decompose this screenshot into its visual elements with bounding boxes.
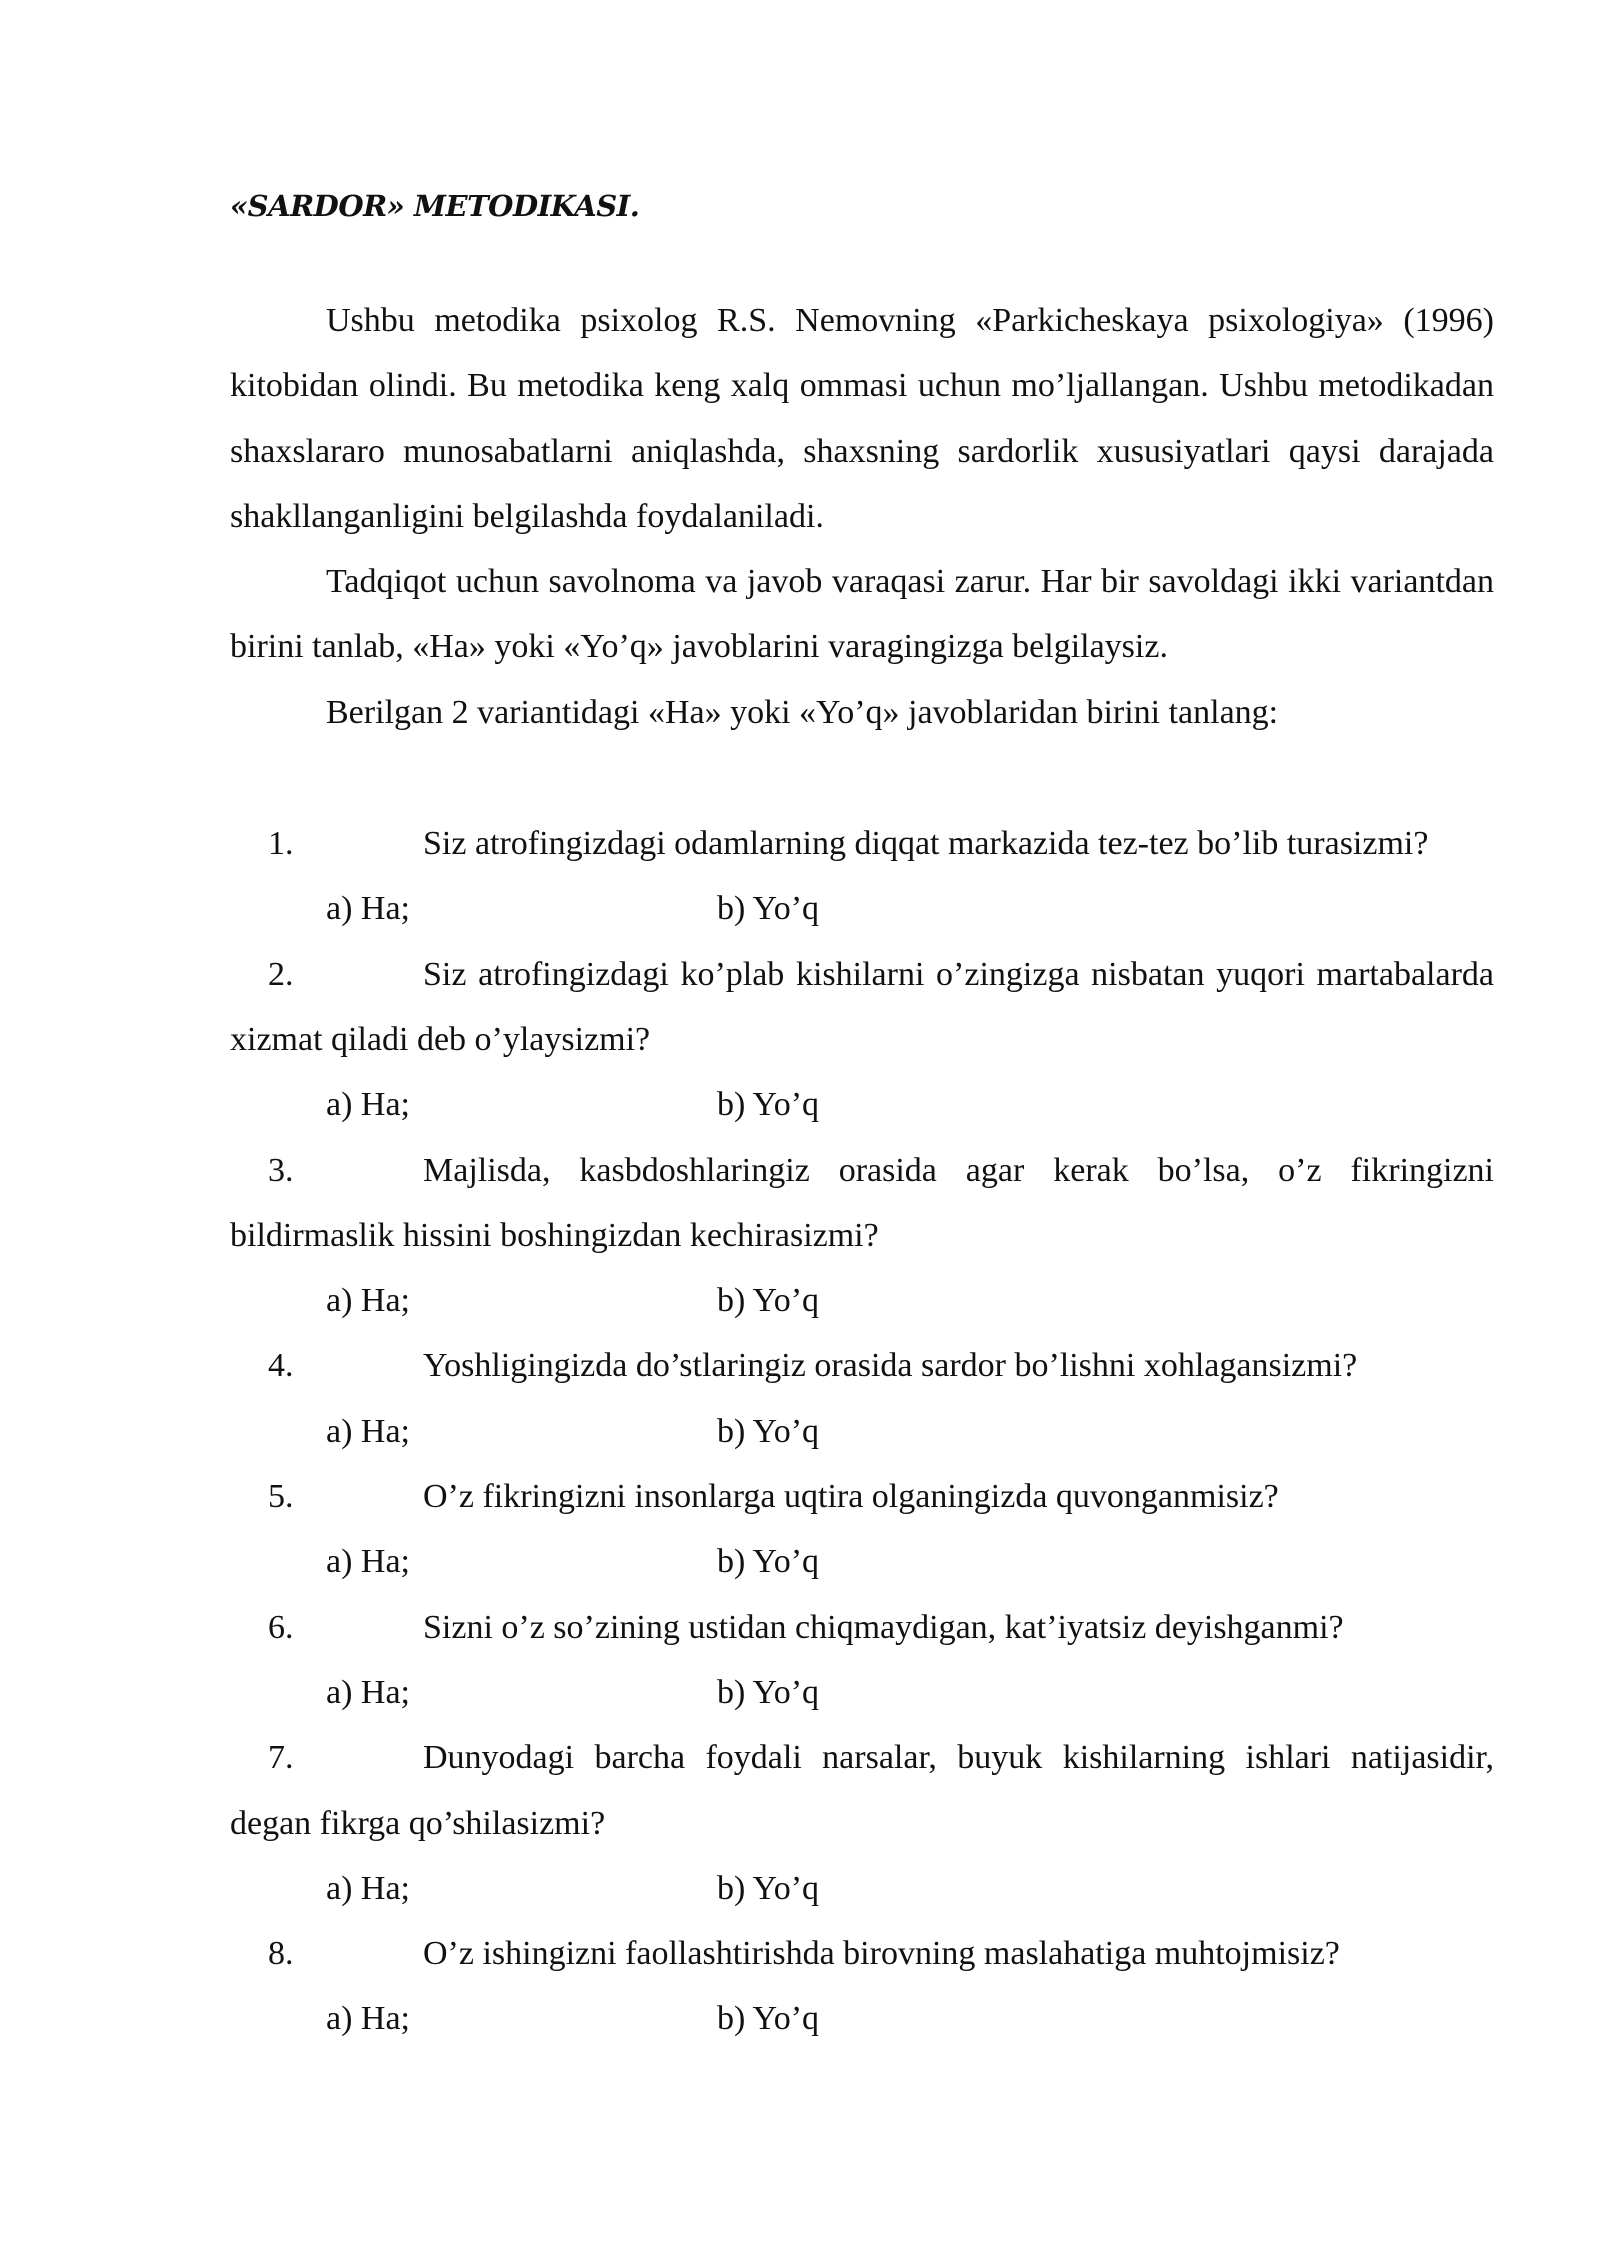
answer-options [230, 1268, 1494, 1333]
question-body: O’z ishingizni faollashtirishda birovning maslahatiga muhtojmisiz? [423, 1935, 1340, 1973]
answer-options [230, 1072, 1494, 1137]
option-b: b) Yo’q [717, 1412, 820, 1450]
question-item [230, 1138, 1494, 1334]
question-body: Dunyodagi barcha foydali narsalar, buyuk kishilarning ishlari natijasidir, degan fikrga qo’shilasizmi? [230, 1739, 1494, 1842]
question-item [230, 1595, 1494, 1726]
question-body: Yoshligingizda do’stlaringiz orasida sardor bo’lishni xohlagansizmi? [423, 1347, 1358, 1385]
question-item [230, 942, 1494, 1138]
question-list [230, 811, 1494, 2052]
intro-paragraph: Ushbu metodika psixolog R.S. Nemovning «Parkicheskaya psixologiya» (1996) kitobidan olindi. Bu metodika keng xalq ommasi uchun mo’ljallangan. Ushbu metodikadan shaxslararo munosabatlarni aniqlashda, shaxsning sardorlik xususiyatlari qaysi darajada shakllanganligini belgilashda foydalaniladi. [230, 302, 1494, 535]
answer-options [230, 1856, 1494, 1921]
question-number: 6. [268, 1608, 294, 1646]
option-b: b) Yo’q [717, 2000, 820, 2038]
option-b: b) Yo’q [717, 1869, 820, 1907]
question-text [230, 1464, 1494, 1529]
option-b: b) Yo’q [717, 1086, 820, 1124]
option-b: b) Yo’q [717, 890, 820, 928]
option-b: b) Yo’q [717, 1673, 820, 1711]
question-body: Siz atrofingizdagi odamlarning diqqat markazida tez-tez bo’lib turasizmi? [423, 825, 1429, 863]
question-body: Majlisda, kasbdoshlaringiz orasida agar kerak bo’lsa, o’z fikringizni bildirmaslik hissini boshingizdan kechirasizmi? [230, 1151, 1494, 1254]
question-text [230, 1921, 1494, 1986]
question-number: 1. [268, 825, 294, 863]
option-a: a) Ha; [326, 890, 411, 928]
question-text [230, 942, 1494, 1073]
option-a: a) Ha; [326, 1282, 411, 1320]
spacer [230, 745, 1494, 811]
question-body: Siz atrofingizdagi ko’plab kishilarni o’zingizga nisbatan yuqori martabalarda xizmat qiladi deb o’ylaysizmi? [230, 955, 1494, 1058]
question-text [230, 811, 1494, 876]
option-a: a) Ha; [326, 1543, 411, 1581]
question-number: 3. [268, 1151, 294, 1189]
answer-options [230, 1986, 1494, 2051]
question-body: O’z fikringizni insonlarga uqtira olganingizda quvonganmisiz? [423, 1478, 1279, 1516]
question-number: 8. [268, 1935, 294, 1973]
answer-options [230, 876, 1494, 941]
question-item [230, 1464, 1494, 1595]
question-text [230, 1333, 1494, 1398]
question-item [230, 1725, 1494, 1921]
option-a: a) Ha; [326, 1869, 411, 1907]
option-b: b) Yo’q [717, 1282, 820, 1320]
document-page [230, 180, 1494, 2052]
option-a: a) Ha; [326, 1673, 411, 1711]
choose-paragraph: Berilgan 2 variantidagi «Ha» yoki «Yo’q» javoblaridan birini tanlang: [326, 693, 1279, 731]
question-item [230, 1921, 1494, 2052]
question-number: 7. [268, 1739, 294, 1777]
answer-options [230, 1399, 1494, 1464]
instructions-paragraph: Tadqiqot uchun savolnoma va javob varaqasi zarur. Har bir savoldagi ikki variantdan birini tanlab, «Ha» yoki «Yo’q» javoblarini varagingizga belgilaysiz. [230, 563, 1494, 666]
question-text [230, 1725, 1494, 1856]
option-a: a) Ha; [326, 1412, 411, 1450]
question-text [230, 1138, 1494, 1269]
question-number: 4. [268, 1347, 294, 1385]
option-a: a) Ha; [326, 1086, 411, 1124]
question-number: 2. [268, 955, 294, 993]
document-title: «SARDOR» METODIKASI. [230, 189, 640, 223]
option-b: b) Yo’q [717, 1543, 820, 1581]
question-number: 5. [268, 1478, 294, 1516]
option-a: a) Ha; [326, 2000, 411, 2038]
question-body: Sizni o’z so’zining ustidan chiqmaydigan, kat’iyatsiz deyishganmi? [423, 1608, 1344, 1646]
question-item [230, 1333, 1494, 1464]
answer-options [230, 1660, 1494, 1725]
question-item [230, 811, 1494, 942]
question-text [230, 1595, 1494, 1660]
answer-options [230, 1529, 1494, 1594]
